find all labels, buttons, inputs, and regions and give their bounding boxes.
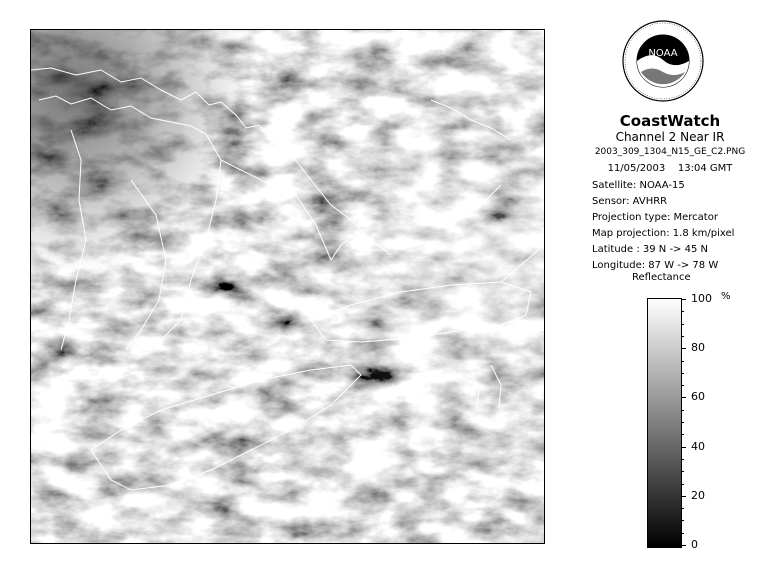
colorbar-minor-tick bbox=[681, 336, 684, 337]
colorbar-minor-tick bbox=[681, 311, 684, 312]
colorbar-minor-tick bbox=[681, 484, 684, 485]
colorbar bbox=[647, 298, 682, 548]
meta-map-projection: Map projection: 1.8 km/pixel bbox=[592, 228, 735, 239]
colorbar-tick-mark bbox=[681, 496, 686, 497]
colorbar-tick-mark bbox=[681, 447, 686, 448]
meta-longitude: Longitude: 87 W -> 78 W bbox=[592, 260, 719, 271]
colorbar-minor-tick bbox=[681, 410, 684, 411]
colorbar-tick-label: 100 bbox=[691, 292, 712, 305]
product-title: CoastWatch bbox=[619, 112, 721, 130]
colorbar-minor-tick bbox=[681, 324, 684, 325]
colorbar-tick-mark bbox=[681, 348, 686, 349]
svg-text:NOAA: NOAA bbox=[648, 48, 678, 59]
colorbar-tick-label: 20 bbox=[691, 488, 705, 502]
colorbar-tick-mark bbox=[681, 299, 686, 300]
colorbar-tick-label: 40 bbox=[691, 439, 705, 453]
colorbar-minor-tick bbox=[681, 373, 684, 374]
colorbar-minor-tick bbox=[681, 533, 684, 534]
colorbar-tick-mark bbox=[681, 545, 686, 546]
product-datetime: 11/05/2003 13:04 GMT bbox=[607, 163, 733, 174]
colorbar-minor-tick bbox=[681, 520, 684, 521]
meta-projection-type: Projection type: Mercator bbox=[592, 212, 718, 223]
colorbar-tick-label: 0 bbox=[691, 538, 698, 551]
noaa-logo-icon bbox=[622, 20, 704, 102]
colorbar-minor-tick bbox=[681, 459, 684, 460]
colorbar-tick-mark bbox=[681, 397, 686, 398]
colorbar-minor-tick bbox=[681, 361, 684, 362]
satellite-image bbox=[30, 29, 545, 544]
colorbar-minor-tick bbox=[681, 471, 684, 472]
meta-satellite: Satellite: NOAA-15 bbox=[592, 180, 685, 191]
colorbar-minor-tick bbox=[681, 434, 684, 435]
colorbar-minor-tick bbox=[681, 385, 684, 386]
colorbar-unit: % bbox=[721, 291, 731, 302]
colorbar-minor-tick bbox=[681, 422, 684, 423]
product-filename: 2003_309_1304_N15_GE_C2.PNG bbox=[594, 147, 746, 157]
meta-latitude: Latitude : 39 N -> 45 N bbox=[592, 244, 708, 255]
meta-sensor: Sensor: AVHRR bbox=[592, 196, 668, 207]
colorbar-minor-tick bbox=[681, 508, 684, 509]
colorbar-tick-label: 80 bbox=[691, 341, 705, 355]
colorbar-title: Reflectance bbox=[632, 272, 691, 283]
colorbar-tick-label: 60 bbox=[691, 390, 705, 404]
product-subtitle: Channel 2 Near IR bbox=[615, 130, 725, 144]
